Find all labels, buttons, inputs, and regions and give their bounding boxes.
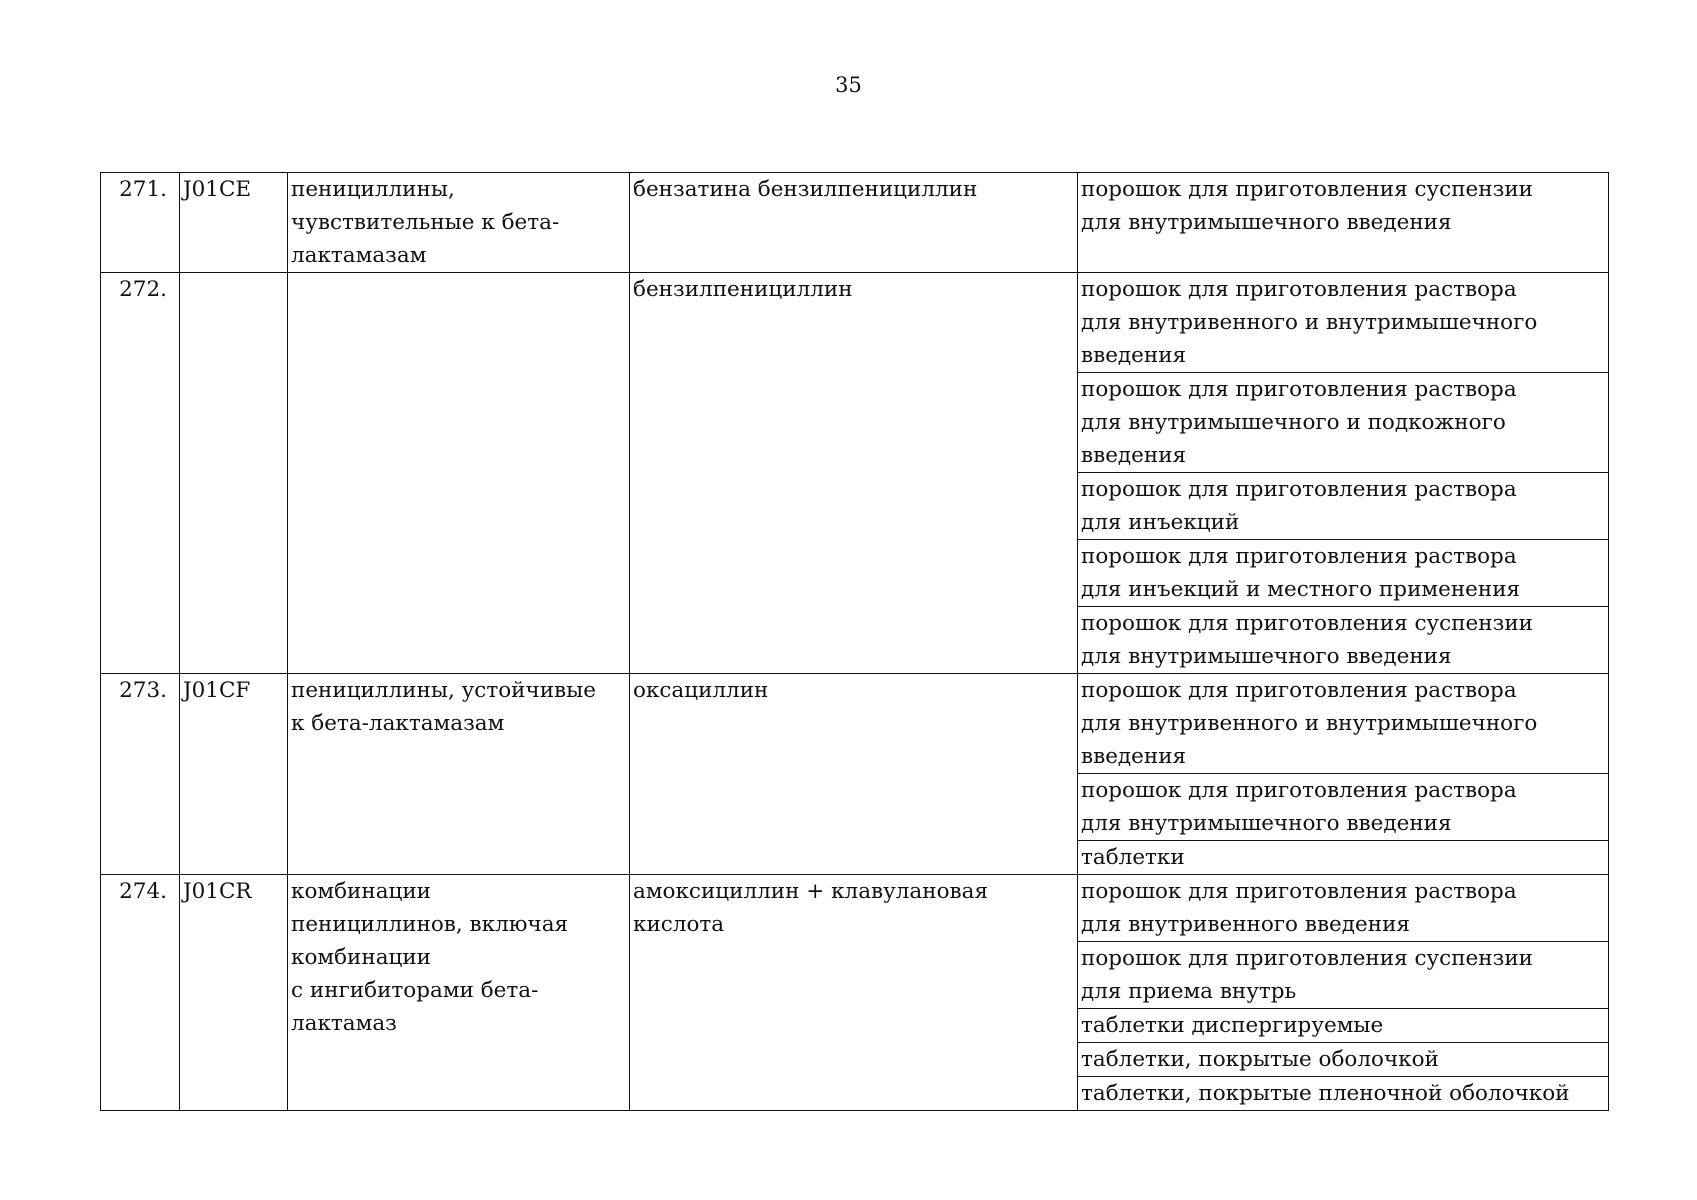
table-row (101, 674, 1609, 774)
table-row (101, 173, 1609, 273)
dosage-form: таблетки, покрытые оболочкой (1078, 1043, 1609, 1077)
dosage-form: порошок для приготовления раствора для внутривенного и внутримышечного введения (1078, 674, 1609, 774)
dosage-form: порошок для приготовления суспензии для внутримышечного введения (1078, 173, 1609, 273)
pharmacological-group: комбинации пенициллинов, включая комбинации с ингибиторами бета- лактамаз (288, 875, 630, 1111)
dosage-form: порошок для приготовления раствора для внутримышечного и подкожного введения (1078, 373, 1609, 473)
dosage-form: порошок для приготовления раствора для внутримышечного введения (1078, 774, 1609, 841)
row-number: 273. (101, 674, 180, 875)
atc-code: J01CR (180, 875, 288, 1111)
table-row (101, 273, 1609, 373)
pharmacological-group: пенициллины, устойчивые к бета-лактамазам (288, 674, 630, 875)
active-substance: бензилпенициллин (630, 273, 1078, 674)
dosage-form: порошок для приготовления суспензии для внутримышечного введения (1078, 607, 1609, 674)
row-number: 274. (101, 875, 180, 1111)
medication-table (100, 172, 1609, 1111)
dosage-form: таблетки (1078, 841, 1609, 875)
dosage-form: таблетки диспергируемые (1078, 1009, 1609, 1043)
pharmacological-group (288, 273, 630, 674)
dosage-form: порошок для приготовления раствора для внутривенного и внутримышечного введения (1078, 273, 1609, 373)
active-substance: амоксициллин + клавулановая кислота (630, 875, 1078, 1111)
pharmacological-group: пенициллины, чувствительные к бета- лактамазам (288, 173, 630, 273)
dosage-form: таблетки, покрытые пленочной оболочкой (1078, 1077, 1609, 1111)
atc-code (180, 273, 288, 674)
row-number: 272. (101, 273, 180, 674)
dosage-form: порошок для приготовления раствора для инъекций (1078, 473, 1609, 540)
table-row (101, 875, 1609, 942)
dosage-form: порошок для приготовления суспензии для приема внутрь (1078, 942, 1609, 1009)
row-number: 271. (101, 173, 180, 273)
dosage-form: порошок для приготовления раствора для внутривенного введения (1078, 875, 1609, 942)
active-substance: оксациллин (630, 674, 1078, 875)
active-substance: бензатина бензилпенициллин (630, 173, 1078, 273)
page-number: 35 (835, 73, 862, 97)
atc-code: J01CF (180, 674, 288, 875)
dosage-form: порошок для приготовления раствора для инъекций и местного применения (1078, 540, 1609, 607)
atc-code: J01CE (180, 173, 288, 273)
